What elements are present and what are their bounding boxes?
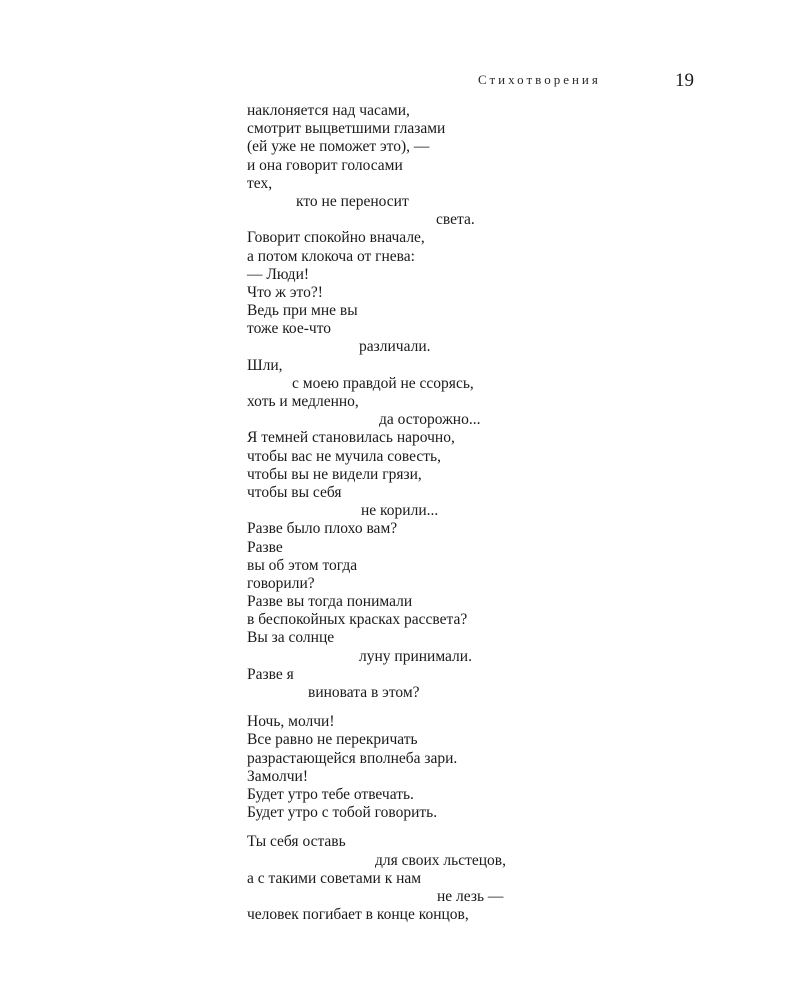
poem-line: различали. xyxy=(359,338,431,356)
poem-line: света. xyxy=(436,211,475,229)
poem-line: Будет утро тебе отвечать. xyxy=(247,785,414,803)
poem-line: Разве вы тогда понимали xyxy=(247,593,413,611)
poem-line: — Люди! xyxy=(247,265,310,283)
poem-line: да осторожно... xyxy=(379,411,481,429)
poem-line: Разве было плохо вам? xyxy=(247,520,398,538)
poem-line: луну принимали. xyxy=(359,647,472,665)
poem-line: не лезь — xyxy=(437,887,504,905)
poem-line: Шли, xyxy=(247,356,283,374)
poem-line: говорили? xyxy=(247,574,315,592)
poem-line: Вы за солнце xyxy=(247,629,335,647)
poem-line: не корили... xyxy=(361,502,439,520)
poem-line: Ты себя оставь xyxy=(247,833,346,851)
poem-line: кто не переносит xyxy=(296,192,409,210)
poem-line: вы об этом тогда xyxy=(247,556,358,574)
stanza-break xyxy=(247,702,707,713)
poem-line: тоже кое-что xyxy=(247,320,332,338)
poem-line: тех, xyxy=(247,174,273,192)
page-number: 19 xyxy=(675,70,694,91)
poem-line: Я темней становилась нарочно, xyxy=(247,429,455,447)
poem-line: Будет утро с тобой говорить. xyxy=(247,804,438,822)
poem-line: Ведь при мне вы xyxy=(247,302,358,320)
stanza-break xyxy=(247,822,707,833)
poem-line: с моею правдой не ссорясь, xyxy=(292,374,474,392)
poem-line: Замолчи! xyxy=(247,767,308,785)
poem-line: Разве xyxy=(247,538,283,556)
poem-line: разрастающейся вполнеба зари. xyxy=(247,749,458,767)
poem-line: человек погибает в конце концов, xyxy=(247,906,469,924)
poem-line: Разве я xyxy=(247,665,294,683)
poem-line: чтобы вы себя xyxy=(247,483,342,501)
poem-body xyxy=(247,102,707,924)
poem-line: чтобы вы не видели грязи, xyxy=(247,465,422,483)
poem-line: Что ж это?! xyxy=(247,283,323,301)
poem-line: Все равно не перекричать xyxy=(247,731,418,749)
poem-line: а потом клокоча от гнева: xyxy=(247,247,415,265)
poem-line: Говорит спокойно вначале, xyxy=(247,229,425,247)
poem-line: (ей уже не поможет это), — xyxy=(247,138,430,156)
poem-line: хоть и медленно, xyxy=(247,393,359,410)
poem-line: для своих льстецов, xyxy=(375,851,506,869)
poem-line: в беспокойных красках рассвета? xyxy=(247,611,468,629)
poem-line: Ночь, молчи! xyxy=(247,713,335,731)
poem-line: а с такими советами к нам xyxy=(247,869,422,887)
poem-line: виновата в этом? xyxy=(308,684,420,701)
poem-line: чтобы вас не мучила совесть, xyxy=(247,447,441,465)
running-title: Стихотворения xyxy=(478,72,601,87)
poem-line: и она говорит голосами xyxy=(247,156,403,174)
poem-line: смотрит выцветшими глазами xyxy=(247,120,446,138)
poem-line: наклоняется над часами, xyxy=(247,102,410,119)
